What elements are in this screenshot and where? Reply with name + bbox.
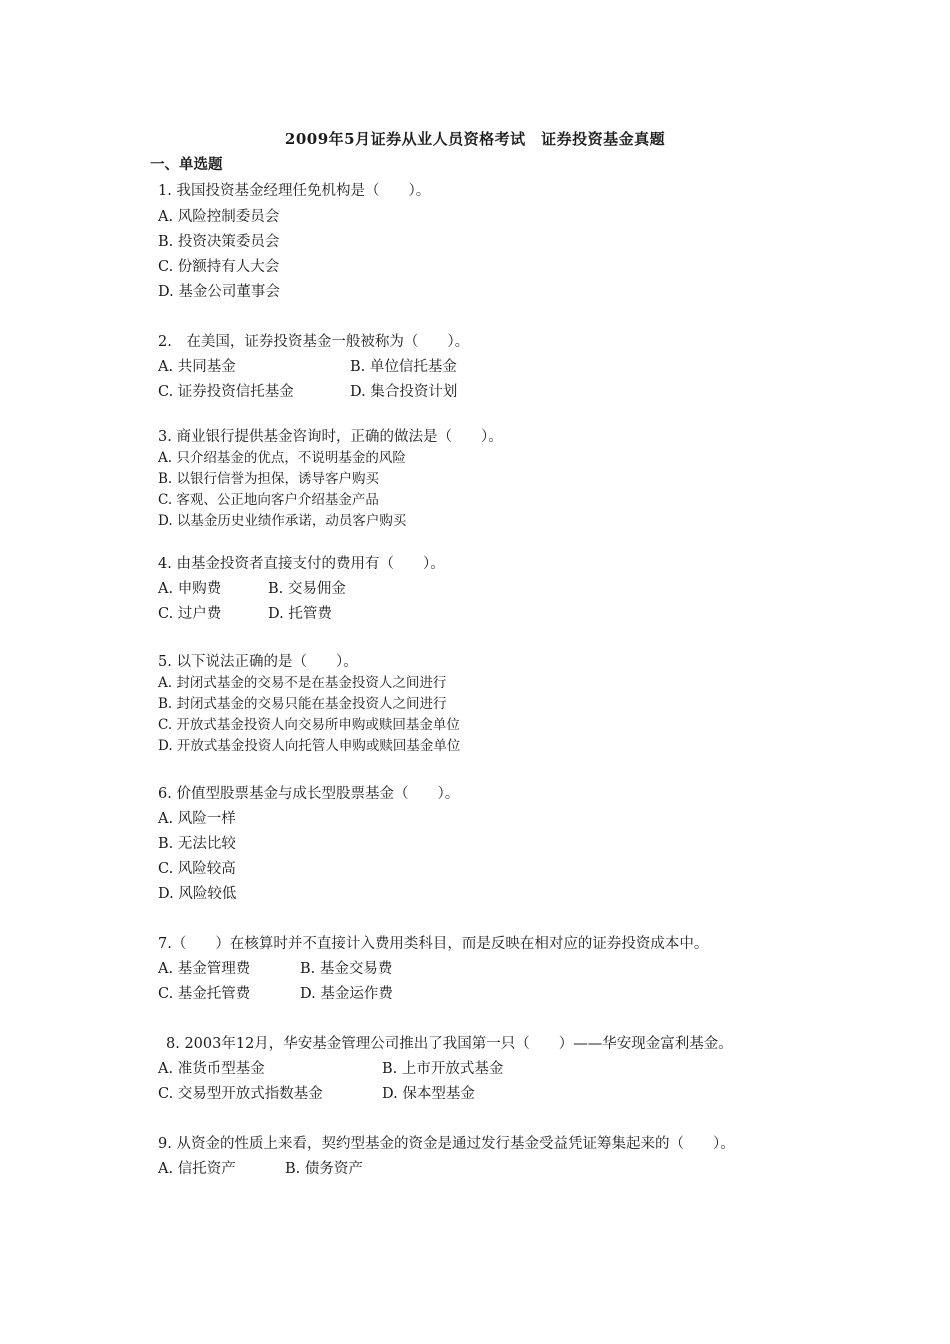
- question-6: 6. 价值型股票基金与成长型股票基金（ ）。: [158, 786, 460, 802]
- option: C. 过户费: [158, 606, 222, 622]
- option: D. 开放式基金投资人向托管人申购或赎回基金单位: [158, 738, 461, 754]
- option: A. 风险一样: [158, 811, 236, 827]
- option: B. 上市开放式基金: [382, 1061, 504, 1077]
- option: A. 信托资产: [158, 1161, 236, 1177]
- option: C. 交易型开放式指数基金: [158, 1086, 323, 1102]
- option: D. 基金公司董事会: [158, 284, 280, 300]
- option: C. 客观、公正地向客户介绍基金产品: [158, 492, 379, 508]
- option: C. 基金托管费: [158, 986, 251, 1002]
- option: B. 债务资产: [285, 1161, 363, 1177]
- option: B. 无法比较: [158, 836, 236, 852]
- question-2: 2. 在美国，证券投资基金一般被称为（ ）。: [158, 334, 470, 350]
- option: A. 共同基金: [158, 359, 236, 375]
- question-1: 1. 我国投资基金经理任免机构是（ ）。: [158, 183, 431, 199]
- option: B. 投资决策委员会: [158, 234, 280, 250]
- question-3: 3. 商业银行提供基金咨询时，正确的做法是（ ）。: [158, 429, 503, 445]
- question-4: 4. 由基金投资者直接支付的费用有（ ）。: [158, 556, 445, 572]
- option: B. 交易佣金: [268, 581, 346, 597]
- question-9: 9. 从资金的性质上来看，契约型基金的资金是通过发行基金受益凭证筹集起来的（ ）。: [158, 1136, 735, 1152]
- option: C. 份额持有人大会: [158, 259, 280, 275]
- option: C. 风险较高: [158, 861, 236, 877]
- option: B. 以银行信誉为担保，诱导客户购买: [158, 471, 380, 487]
- option: A. 申购费: [158, 581, 222, 597]
- option: D. 风险较低: [158, 886, 237, 902]
- page-title: 2009年5月证券从业人员资格考试 证券投资基金真题: [284, 130, 666, 148]
- option: D. 基金运作费: [300, 986, 393, 1002]
- option: D. 保本型基金: [382, 1086, 475, 1102]
- question-7: 7.（ ）在核算时并不直接计入费用类科目，而是反映在相对应的证券投资成本中。: [158, 936, 709, 952]
- question-8: 8. 2003年12月，华安基金管理公司推出了我国第一只（ ）——华安现金富利基金。: [166, 1036, 733, 1052]
- option: A. 封闭式基金的交易不是在基金投资人之间进行: [158, 675, 447, 691]
- option: D. 以基金历史业绩作承诺，动员客户购买: [158, 513, 407, 529]
- question-5: 5. 以下说法正确的是（ ）。: [158, 654, 358, 670]
- option: B. 单位信托基金: [350, 359, 457, 375]
- option: C. 证券投资信托基金: [158, 384, 294, 400]
- option: C. 开放式基金投资人向交易所申购或赎回基金单位: [158, 717, 460, 733]
- section-heading: 一、单选题: [150, 156, 223, 173]
- option: B. 基金交易费: [300, 961, 393, 977]
- option: B. 封闭式基金的交易只能在基金投资人之间进行: [158, 696, 447, 712]
- option: A. 风险控制委员会: [158, 209, 280, 225]
- option: D. 托管费: [268, 606, 332, 622]
- option: A. 基金管理费: [158, 961, 251, 977]
- option: A. 准货币型基金: [158, 1061, 265, 1077]
- option: A. 只介绍基金的优点，不说明基金的风险: [158, 450, 406, 466]
- option: D. 集合投资计划: [350, 384, 458, 400]
